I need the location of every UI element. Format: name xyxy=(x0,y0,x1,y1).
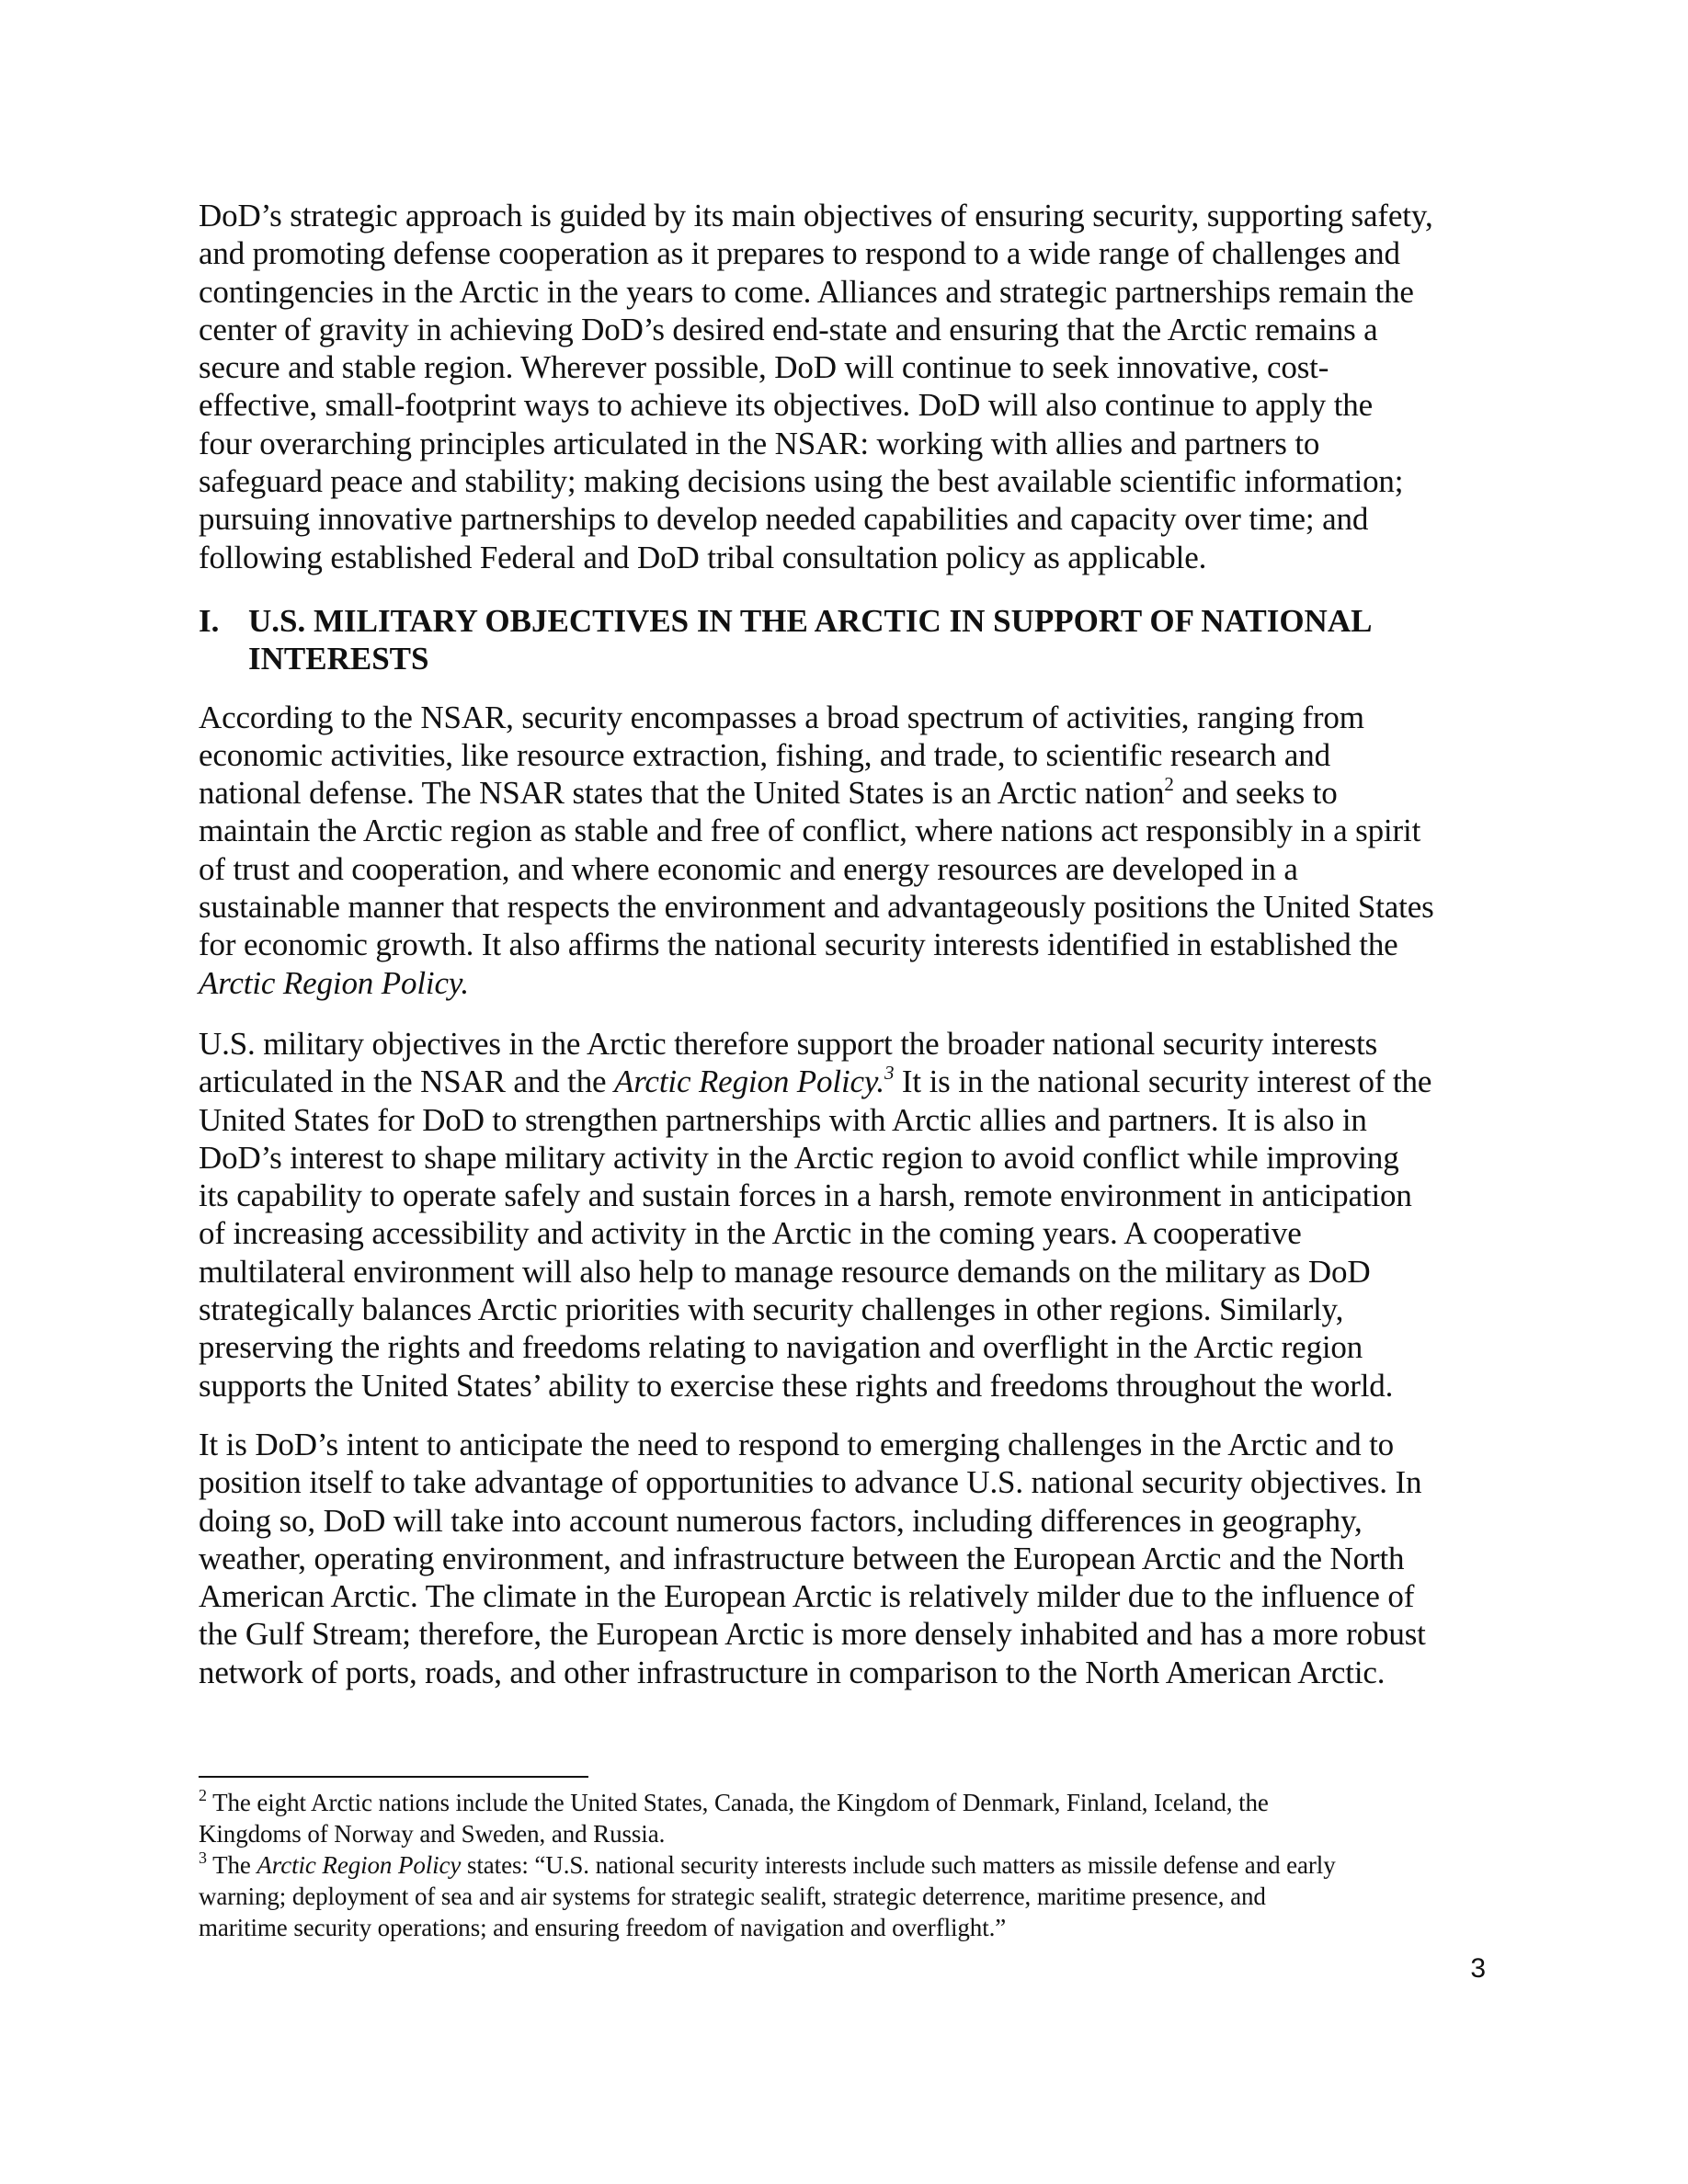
text-line: four overarching principles articulated in the NSAR: working with allies and partners to xyxy=(199,425,1320,461)
text-line: the Gulf Stream; therefore, the European Arctic is more densely inhabited and has a more robust xyxy=(199,1616,1426,1653)
text-line xyxy=(199,1063,1495,1100)
text-line: following established Federal and DoD tribal consultation policy as applicable. xyxy=(199,539,1207,575)
paragraph-nsar-security xyxy=(199,699,1495,1002)
footnote-line xyxy=(199,1787,1504,1818)
text-line: economic activities, like resource extraction, fishing, and trade, to scientific research and xyxy=(199,736,1330,773)
footnote-marker: 2 xyxy=(199,1786,207,1804)
section-title-line: U.S. MILITARY OBJECTIVES IN THE ARCTIC IN SUPPORT OF NATIONAL xyxy=(248,602,1373,639)
text-segment: states: “U.S. national security interests include such matters as missile defense and early xyxy=(461,1851,1336,1879)
text-segment: The eight Arctic nations include the United States, Canada, the Kingdom of Denmark, Finland, Iceland, the xyxy=(206,1789,1269,1816)
italic-title: Arctic Region Policy. xyxy=(614,1064,884,1100)
text-line: of trust and cooperation, and where economic and energy resources are developed in a xyxy=(199,850,1298,887)
text-line: It is DoD’s intent to anticipate the need to respond to emerging challenges in the Arctic and to xyxy=(199,1426,1395,1462)
footnote-line: Kingdoms of Norway and Sweden, and Russia. xyxy=(199,1820,666,1848)
text-line: of increasing accessibility and activity in the Arctic in the coming years. A cooperative xyxy=(199,1215,1302,1252)
text-line xyxy=(199,774,1495,812)
text-line: contingencies in the Arctic in the years to come. Alliances and strategic partnerships remain the xyxy=(199,273,1414,310)
text-line: strategically balances Arctic priorities with security challenges in other regions. Similarly, xyxy=(199,1291,1344,1328)
section-title xyxy=(248,602,1372,678)
text-line: weather, operating environment, and infrastructure between the European Arctic and the North xyxy=(199,1540,1405,1576)
footnote-ref-number: 3 xyxy=(884,1062,895,1085)
text-line: sustainable manner that respects the environment and advantageously positions the United States xyxy=(199,889,1434,926)
text-line: American Arctic. The climate in the European Arctic is relatively milder due to the influence of xyxy=(199,1578,1415,1615)
footnote-divider xyxy=(199,1776,588,1778)
section-heading xyxy=(199,602,1495,678)
section-number: I. xyxy=(199,602,220,639)
paragraph-dod-intent xyxy=(199,1426,1495,1691)
footnote-2 xyxy=(199,1787,1504,1849)
text-line: network of ports, roads, and other infrastructure in comparison to the North American Arctic. xyxy=(199,1654,1386,1690)
text-line: center of gravity in achieving DoD’s desired end-state and ensuring that the Arctic remains a xyxy=(199,311,1378,347)
text-line: effective, small-footprint ways to achieve its objectives. DoD will also continue to apply the xyxy=(199,387,1374,424)
page-number: 3 xyxy=(1470,1953,1486,1984)
text-line: DoD’s interest to shape military activity in the Arctic region to avoid conflict while improving xyxy=(199,1139,1399,1176)
text-line: safeguard peace and stability; making decisions using the best available scientific information; xyxy=(199,463,1404,500)
text-line: doing so, DoD will take into account numerous factors, including differences in geography, xyxy=(199,1502,1363,1539)
text-line: for economic growth. It also affirms the national security interests identified in established the xyxy=(199,927,1398,963)
italic-title: Arctic Region Policy. xyxy=(199,964,469,1001)
footnote-3 xyxy=(199,1849,1504,1943)
text-segment: articulated in the NSAR and the xyxy=(199,1064,615,1100)
text-line: DoD’s strategic approach is guided by its main objectives of ensuring security, supporting safety, xyxy=(199,198,1433,233)
text-line: secure and stable region. Wherever possible, DoD will continue to seek innovative, cost- xyxy=(199,349,1329,386)
text-line: According to the NSAR, security encompasses a broad spectrum of activities, ranging from xyxy=(199,699,1364,735)
text-segment: national defense. The NSAR states that the United States is an Arctic nation xyxy=(199,775,1165,812)
text-line: multilateral environment will also help to manage resource demands on the military as DoD xyxy=(199,1253,1371,1290)
footnotes xyxy=(199,1787,1504,1943)
page-body xyxy=(199,197,1495,1691)
text-line: pursuing innovative partnerships to develop needed capabilities and capacity over time; and xyxy=(199,501,1369,538)
italic-title: Arctic Region Policy xyxy=(257,1851,462,1879)
footnote-ref-3[interactable] xyxy=(884,1062,894,1084)
text-line xyxy=(199,964,1495,1002)
text-line: position itself to take advantage of opportunities to advance U.S. national security objectives. In xyxy=(199,1464,1422,1501)
text-line: and promoting defense cooperation as it prepares to respond to a wide range of challenges and xyxy=(199,235,1400,272)
text-line: preserving the rights and freedoms relating to navigation and overflight in the Arctic region xyxy=(199,1329,1363,1366)
paragraph-strategic-approach xyxy=(199,197,1495,576)
text-segment: and seeks to xyxy=(1173,775,1338,812)
text-line: maintain the Arctic region as stable and free of conflict, where nations act responsibly in a spirit xyxy=(199,813,1421,849)
footnote-line xyxy=(199,1849,1504,1881)
text-segment: It is in the national security interest of the xyxy=(894,1064,1432,1100)
footnote-line: warning; deployment of sea and air systems for strategic sealift, strategic deterrence, maritime presence, and xyxy=(199,1883,1266,1910)
section-title-line: INTERESTS xyxy=(248,641,429,677)
paragraph-military-objectives xyxy=(199,1025,1495,1405)
text-segment: The xyxy=(206,1851,257,1879)
footnote-marker: 3 xyxy=(199,1848,207,1867)
footnote-ref-2[interactable]: 2 xyxy=(1164,773,1174,796)
text-line: United States for DoD to strengthen partnerships with Arctic allies and partners. It is also in xyxy=(199,1101,1367,1138)
footnote-line: maritime security operations; and ensuring freedom of navigation and overflight.” xyxy=(199,1914,1007,1941)
text-line: U.S. military objectives in the Arctic therefore support the broader national security interests xyxy=(199,1025,1378,1062)
text-line: its capability to operate safely and sustain forces in a harsh, remote environment in anticipation xyxy=(199,1177,1412,1214)
text-line: supports the United States’ ability to exercise these rights and freedoms throughout the world. xyxy=(199,1367,1394,1404)
